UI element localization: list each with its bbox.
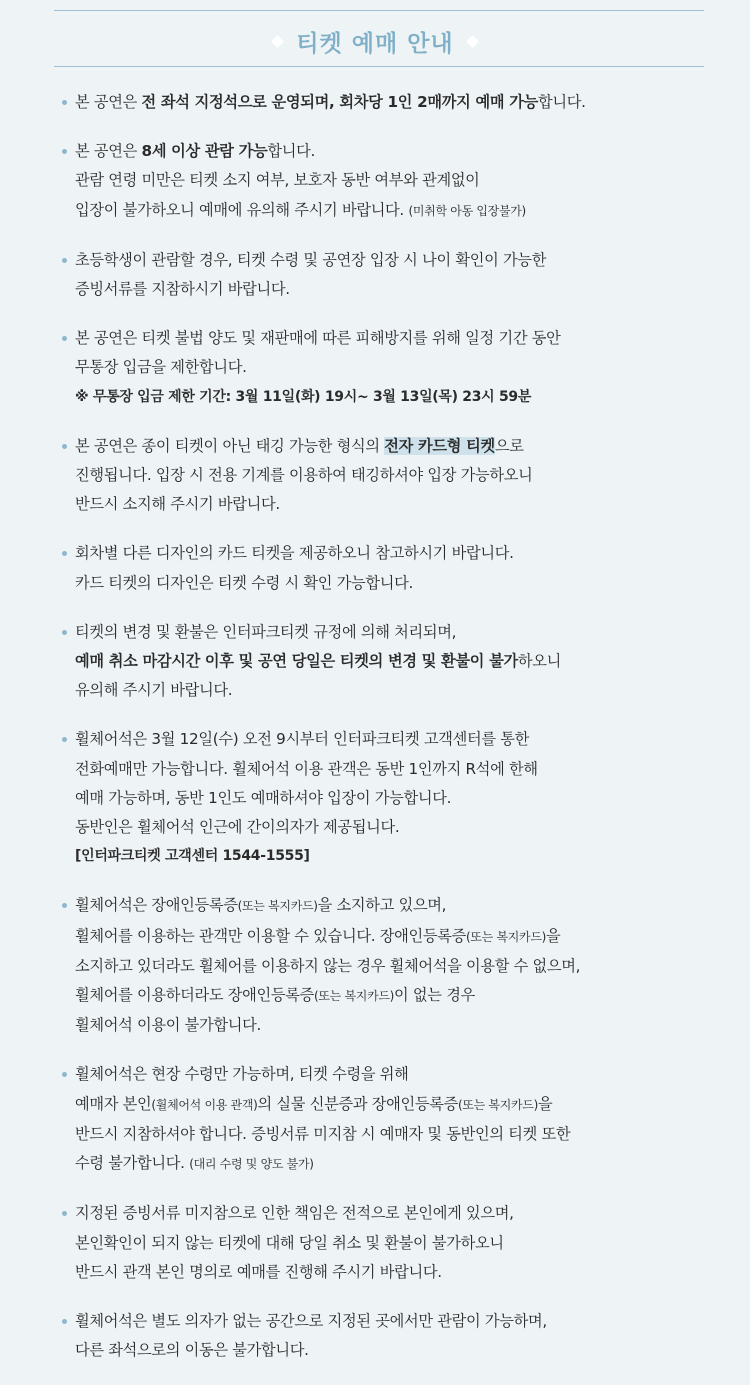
diamond-left-icon xyxy=(271,35,284,48)
diamond-right-icon xyxy=(466,35,479,48)
list-item: 본 공연은 종이 티켓이 아닌 태깅 가능한 형식의 전자 카드형 티켓으로 진행됩니다. 입장 시 전용 기계를 이용하여 태깅하셔야 입장 가능하오니 반드시 소지해 주시기 바랍니다. xyxy=(62,432,722,520)
notice-list xyxy=(62,88,722,1385)
list-item: 휠체어석은 장애인등록증(또는 복지카드)을 소지하고 있으며, 휠체어를 이용하는 관객만 이용할 수 있습니다. 장애인등록증(또는 복지카드)을 소지하고 있더라도 휠체어를 이용하지 않는 경우 휠체어석을 이용할 수 없으며, 휠체어를 이용하더라도 장애인등록증(또는 복지카드)이 없는 경우 휠체어석 이용이 불가합니다. xyxy=(62,891,722,1040)
bottom-divider xyxy=(54,66,704,67)
list-item: 본 공연은 전 좌석 지정석으로 운영되며, 회차당 1인 2매까지 예매 가능합니다. xyxy=(62,88,722,117)
list-item: 본 공연은 8세 이상 관람 가능합니다. 관람 연령 미만은 티켓 소지 여부, 보호자 동반 여부와 관계없이 입장이 불가하오니 예매에 유의해 주시기 바랍니다. (미취학 아동 입장불가) xyxy=(62,137,722,226)
restriction-note: ※ 무통장 입금 제한 기간: 3월 11일(화) 19시~ 3월 13일(목) 23시 59분 xyxy=(75,388,532,405)
list-item: 휠체어석은 현장 수령만 가능하며, 티켓 수령을 위해 예매자 본인(휠체어석 이용 관객)의 실물 신분증과 장애인등록증(또는 복지카드)을 반드시 지참하셔야 합니다. 증빙서류 미지참 시 예매자 및 동반인의 티켓 또한 수령 불가합니다. (대리 수령 및 양도 불가) xyxy=(62,1060,722,1179)
list-item: 휠체어석은 별도 의자가 없는 공간으로 지정된 곳에서만 관람이 가능하며, 다른 좌석으로의 이동은 불가합니다. xyxy=(62,1307,722,1365)
customer-center-contact: [인터파크티켓 고객센터 1544-1555] xyxy=(75,848,310,865)
title-bar xyxy=(0,18,750,64)
top-divider xyxy=(54,10,704,11)
list-item: 지정된 증빙서류 미지참으로 인한 책임은 전적으로 본인에게 있으며, 본인확인이 되지 않는 티켓에 대해 당일 취소 및 환불이 불가하오니 반드시 관객 본인 명의로 예매를 진행해 주시기 바랍니다. xyxy=(62,1199,722,1287)
highlighted-text: 전자 카드형 티켓 xyxy=(384,436,495,455)
list-item: 티켓의 변경 및 환불은 인터파크티켓 규정에 의해 처리되며, 예매 취소 마감시간 이후 및 공연 당일은 티켓의 변경 및 환불이 불가하오니 유의해 주시기 바랍니다. xyxy=(62,618,722,706)
list-item: 휠체어석은 3월 12일(수) 오전 9시부터 인터파크티켓 고객센터를 통한 전화예매만 가능합니다. 휠체어석 이용 관객은 동반 1인까지 R석에 한해 예매 가능하며, 동반 1인도 예매하셔야 입장이 가능합니다. 동반인은 휠체어석 인근에 간이의자가 제공됩니다. [인터파크티켓 고객센터 1544-1555] xyxy=(62,725,722,871)
list-item: 초등학생이 관람할 경우, 티켓 수령 및 공연장 입장 시 나이 확인이 가능한 증빙서류를 지참하시기 바랍니다. xyxy=(62,246,722,304)
list-item: 본 공연은 티켓 불법 양도 및 재판매에 따른 피해방지를 위해 일정 기간 동안 무통장 입금을 제한합니다. ※ 무통장 입금 제한 기간: 3월 11일(화) 19시~ 3월 13일(목) 23시 59분 xyxy=(62,324,722,412)
list-item: 회차별 다른 디자인의 카드 티켓을 제공하오니 참고하시기 바랍니다. 카드 티켓의 디자인은 티켓 수령 시 확인 가능합니다. xyxy=(62,539,722,597)
page-title: 티켓 예매 안내 xyxy=(296,30,454,57)
